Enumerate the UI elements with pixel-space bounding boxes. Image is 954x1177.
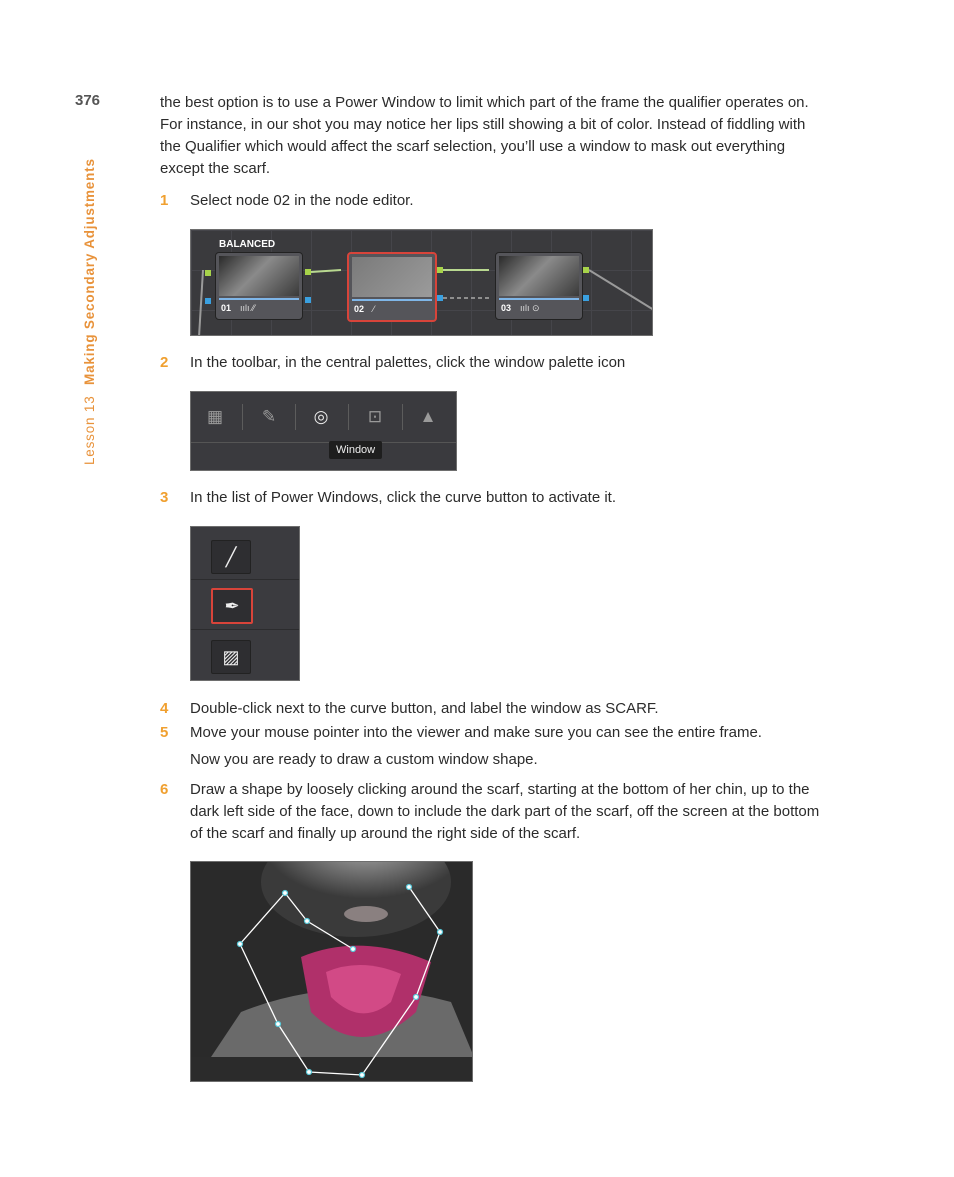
node-label: 01 [221,303,232,313]
input-connector[interactable] [205,270,211,276]
output-connector[interactable] [305,269,311,275]
step-text: Move your mouse pointer into the viewer and make sure you can see the entire frame. [190,724,762,741]
blur-icon[interactable]: ▲ [419,407,437,426]
node-thumbnail [352,257,432,297]
chapter-label: Making Secondary Adjustments [82,158,97,385]
node-tools: ıılı ⁄⁄ [240,303,256,313]
output-connector[interactable] [305,297,311,303]
step-text: In the list of Power Windows, click the curve button to activate it. [190,489,617,506]
node-02[interactable] [347,252,437,322]
node-editor-screenshot [190,229,653,336]
lesson-label: Lesson 13 [82,395,97,465]
page-number: 376 [75,92,101,109]
gradient-window-button[interactable]: ▨ [211,640,251,674]
step-text: In the toolbar, in the central palettes, click the window palette icon [190,354,626,371]
viewer-screenshot [190,861,473,1082]
step-followup: Now you are ready to draw a custom window shape. [190,751,538,768]
step-text: Draw a shape by loosely clicking around the scarf, starting at the bottom of her chin, up to the dark left side of the face, down to include the dark part of the scarf, off the screen at the bottom of the scarf and finally up around the right side of the scarf. [190,781,820,842]
node-tools: ıılı ⊙ [520,303,540,313]
step-number: 4 [160,700,169,717]
power-window-list-screenshot [190,526,300,681]
step-number: 2 [160,354,169,371]
step-number: 3 [160,489,169,506]
linear-window-button[interactable]: ╱ [211,540,251,574]
viewer-image [191,862,473,1082]
output-connector[interactable] [583,295,589,301]
running-header [82,158,97,465]
node-label: 03 [501,303,512,313]
step-text: Select node 02 in the node editor. [190,192,414,209]
node-03[interactable] [495,252,583,320]
step-number: 6 [160,781,169,798]
node-thumbnail [219,256,299,296]
toolbar-screenshot [190,391,457,471]
output-connector[interactable] [437,267,443,273]
eyedropper-icon[interactable]: ✎ [261,407,277,426]
node-thumbnail [499,256,579,296]
output-connector[interactable] [437,295,443,301]
grid-icon[interactable]: ▦ [206,407,224,426]
step-number: 5 [160,724,169,741]
tracker-icon[interactable]: ⊡ [367,407,383,426]
window-icon[interactable]: ◎ [313,407,329,426]
step-text: Double-click next to the curve button, and label the window as SCARF. [190,700,659,717]
tooltip: Window [329,441,382,459]
node-label: 02 [354,304,365,314]
node-01[interactable] [215,252,303,320]
node-tools: ⁄ [373,304,375,314]
node-editor-title: BALANCED [219,239,276,250]
input-connector[interactable] [205,298,211,304]
curve-window-button[interactable]: ✒ [211,588,253,624]
intro-paragraph: the best option is to use a Power Window to limit which part of the frame the qualifier operates on. For instance, in our shot you may notice her lips still showing a bit of color. Instead of fiddling with the Qualifier which would affect the scarf selection, you’ll use a window to mask out everything except the scarf. [160,94,809,177]
output-connector[interactable] [583,267,589,273]
step-number: 1 [160,192,169,209]
